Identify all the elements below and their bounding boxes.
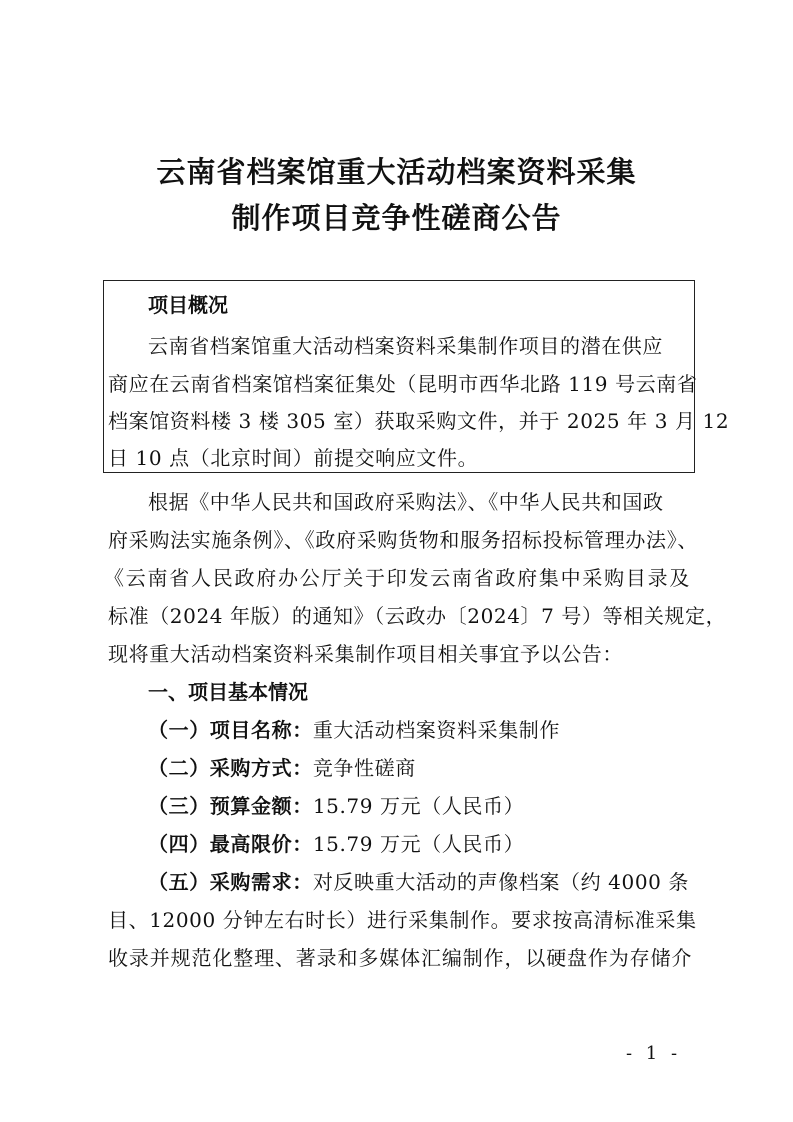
item-label: （二）采购方式： (148, 756, 313, 780)
item-procurement-method (148, 752, 416, 781)
intro-line-3: 《云南省人民政府办公厅关于印发云南省政府集中采购目录及 (104, 566, 690, 590)
document-title-line-2: 制作项目竞争性磋商公告 (231, 201, 562, 235)
item-max-price (148, 828, 524, 857)
overview-line-2: 商应在云南省档案馆档案征集处（昆明市西华北路 119 号云南省 (108, 372, 698, 396)
item-value: 重大活动档案资料采集制作 (312, 718, 561, 742)
item-label: （四）最高限价： (148, 832, 313, 856)
overview-heading: 项目概况 (148, 293, 228, 317)
section-1-heading: 一、项目基本情况 (148, 680, 308, 704)
overview-line-4: 日 10 点（北京时间）前提交响应文件。 (108, 446, 479, 470)
overview-line-3: 档案馆资料楼 3 楼 305 室）获取采购文件，并于 2025 年 3 月 12 (108, 409, 730, 433)
item-label: （五）采购需求： (148, 870, 313, 894)
item-value: 15.79 万元（人民币） (312, 832, 525, 856)
item-label: （一）项目名称： (148, 718, 313, 742)
item-requirements (148, 866, 689, 895)
item-value: 对反映重大活动的声像档案（约 4000 条 (312, 870, 690, 894)
intro-line-2: 府采购法实施条例》、《政府采购货物和服务招标投标管理办法》、 (108, 528, 698, 552)
item-value: 15.79 万元（人民币） (312, 794, 525, 818)
item-value: 竞争性磋商 (312, 756, 416, 780)
overview-line-1: 云南省档案馆重大活动档案资料采集制作项目的潜在供应 (148, 334, 663, 358)
requirements-continuation-line-1: 目、12000 分钟左右时长）进行采集制作。要求按高清标准采集 (108, 908, 697, 932)
item-label: （三）预算金额： (148, 794, 313, 818)
document-title-line-1: 云南省档案馆重大活动档案资料采集 (156, 155, 637, 189)
intro-line-5: 现将重大活动档案资料采集制作项目相关事宜予以公告： (108, 642, 623, 666)
item-budget (148, 790, 524, 819)
requirements-continuation-line-2: 收录并规范化整理、著录和多媒体汇编制作，以硬盘作为存储介 (108, 946, 692, 970)
intro-line-1: 根据《中华人民共和国政府采购法》、《中华人民共和国政 (148, 490, 664, 514)
intro-line-4: 标准（2024 年版）的通知》（云政办〔2024〕7 号）等相关规定， (108, 604, 727, 628)
item-project-name (148, 714, 560, 743)
page-number: - 1 - (626, 1043, 682, 1064)
